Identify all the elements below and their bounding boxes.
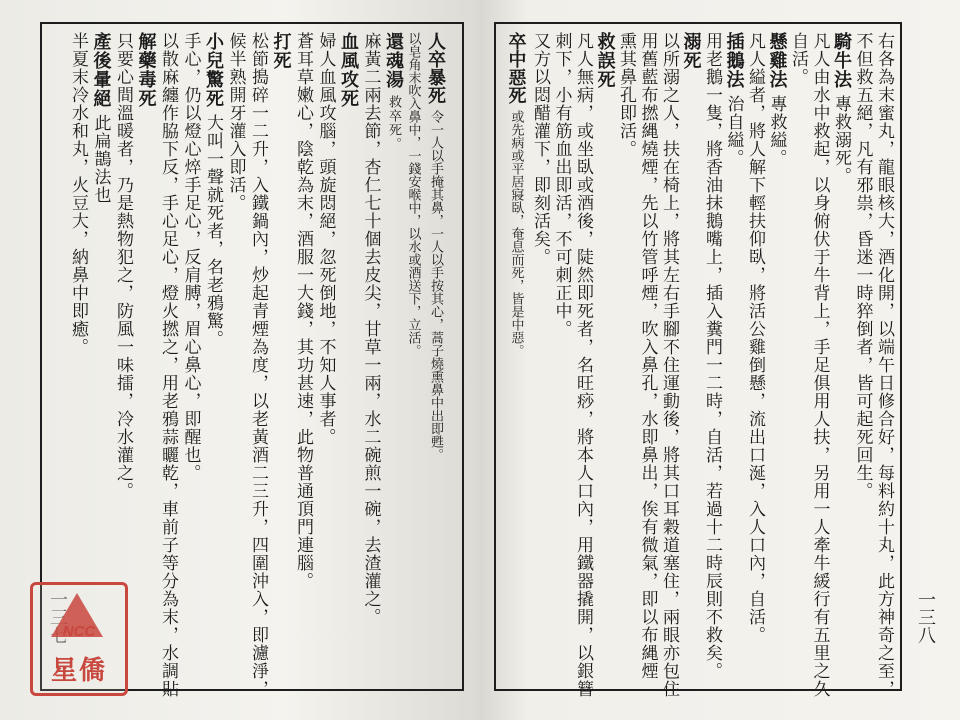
text-column [314, 32, 338, 446]
column-text: 用舊藍布撚縄燒煙，先以竹管呼煙，吹入鼻孔，水即鼻出，俟有微氣，即以布縄煙 [637, 32, 658, 680]
section-heading: 人卒暴死 [425, 32, 446, 104]
column-text: 凡人由水中救起，以身俯伏于牛背上，手足俱用人扶，另用一人牽牛緩行有五里之久 [809, 32, 830, 698]
column-text: 半夏末冷水和丸，火豆大，納鼻中即癒。 [68, 32, 88, 356]
column-text: 自活。 [788, 32, 808, 86]
text-column [66, 32, 90, 356]
column-text: 手心，仍以燈心焠手足心，反肩膊，眉心鼻心，即醒也。 [180, 32, 201, 482]
text-column [829, 32, 853, 185]
column-text: 蒼耳草嫩心，陰乾為末，酒服一大錢，其功甚速，此物普通頂門連腦。 [293, 32, 313, 590]
text-column [700, 32, 724, 680]
text-column [224, 32, 248, 212]
text-column [404, 32, 422, 357]
section-heading: 小兒驚死 [203, 32, 224, 108]
text-column [291, 32, 315, 590]
text-column [593, 32, 617, 95]
section-heading: 卒中惡死 [505, 32, 527, 104]
column-text: 以散麻纏作脇下反，手心足心，燈火撚之，用老鴉蒜曬乾，車前子等分為末，水調貼 [158, 32, 178, 698]
column-text: 或先病或平居寢臥，奄息而死，皆是中惡。 [508, 110, 524, 357]
column-text: 凡人無病，或坐臥或酒後，陡然即死者，名旺痧，將本人口內，用鐵器撬開，以銀簪 [573, 32, 593, 698]
column-text: 治自縊。 [723, 95, 744, 167]
column-text: 不但救五絕，凡有邪祟，昏迷一時猝倒者，皆可起死回生。 [852, 32, 873, 500]
section-heading: 還魂湯 [383, 32, 404, 89]
text-column [246, 32, 270, 698]
text-column [111, 32, 135, 500]
column-text: 專救縊。 [766, 95, 787, 167]
column-text: 麻黃二兩去節，杏仁七十個去皮尖，甘草一兩，水二碗煎一碗，去渣灌之。 [360, 32, 381, 626]
column-text: 救卒死。 [386, 95, 401, 151]
text-column [571, 32, 595, 698]
text-column [851, 32, 875, 500]
section-heading: 救誤死 [594, 32, 616, 89]
watermark-brand: NCC [62, 623, 96, 640]
section-heading: 溺死 [680, 32, 702, 70]
text-column [636, 32, 660, 680]
column-text: 大叫一聲就死者，名老鴉驚。 [203, 114, 223, 348]
column-text: 凡人縊者，將人解下輕扶仰臥，將活公雞倒懸，流出口涎，入人口內，自活。 [745, 32, 765, 644]
column-text: 以所溺之人，扶在椅上，將其左右手腳不住運動後，將其口耳穀道塞住，兩眼亦包住 [659, 32, 679, 698]
text-column [201, 32, 225, 348]
text-column [89, 32, 113, 204]
column-text: 候半熟開牙灌入即活。 [225, 32, 246, 212]
section-heading: 打死 [270, 32, 292, 70]
column-text: 松節搗碎一二升，入鐵鍋內，炒起青煙為度，以老黃酒二三升，四圍沖入，即濾淨， [248, 32, 268, 698]
text-column [359, 32, 383, 626]
text-column [156, 32, 180, 698]
text-column [381, 32, 405, 151]
watermark-name: 星僑 [50, 656, 107, 686]
text-column [786, 32, 810, 86]
column-text: 專救溺死。 [831, 95, 851, 185]
column-text: 刺下，小有筋血出即活，不可刺正中。 [551, 32, 572, 338]
column-text: 此扁鵲法也 [90, 114, 111, 204]
text-column [336, 32, 360, 114]
column-text: 又方以悶醋灌下，即刻活矣。 [530, 32, 550, 266]
watermark-stamp [30, 582, 128, 696]
text-column [808, 32, 832, 698]
text-column [426, 32, 444, 461]
section-heading: 產後暈絕 [90, 32, 112, 108]
column-text: 婦人血風攻腦，頭旋悶絕，忽死倒地，不知人事者。 [315, 32, 336, 446]
page-number: 一三七 [47, 590, 68, 644]
text-column [179, 32, 203, 482]
text-column [872, 32, 896, 698]
text-column [765, 32, 789, 167]
column-text: 以皂角末吹入鼻中，一錢安喉中，以水或酒送下，立活。 [405, 32, 421, 357]
section-heading: 血風攻死 [338, 32, 359, 108]
text-column [743, 32, 767, 644]
column-text: 右各為末蜜丸，龍眼核大，酒化開，以端午日修合好，每料約十丸，此方神奇之至， [874, 32, 894, 698]
page-number: 一三八 [915, 590, 936, 644]
section-heading: 懸雞法 [766, 32, 788, 89]
section-heading: 解藥毒死 [135, 32, 157, 108]
text-column [528, 32, 552, 266]
text-column [614, 32, 638, 158]
section-heading: 騎牛法 [831, 32, 852, 89]
column-text: 只要心間溫暖者，乃是熱物犯之，防風一味擂，冷水灌之。 [113, 32, 133, 500]
text-column [269, 32, 293, 76]
text-column [679, 32, 703, 76]
text-column [657, 32, 681, 698]
column-text: 用老鵝一隻，將香油抹鵝嘴上，插入糞門一二時，自活，若過十二時辰則不救矣。 [702, 32, 722, 680]
text-column [722, 32, 746, 167]
text-column [507, 32, 525, 357]
text-column [134, 32, 158, 114]
right-page [480, 0, 960, 720]
section-heading: 插鵝法 [723, 32, 745, 89]
column-text: 令一人以手掩其鼻，一人以手按其心，蒿子燒熏鼻中出即甦。 [428, 110, 443, 461]
column-text: 熏其鼻孔即活。 [616, 32, 636, 158]
text-column [550, 32, 574, 338]
